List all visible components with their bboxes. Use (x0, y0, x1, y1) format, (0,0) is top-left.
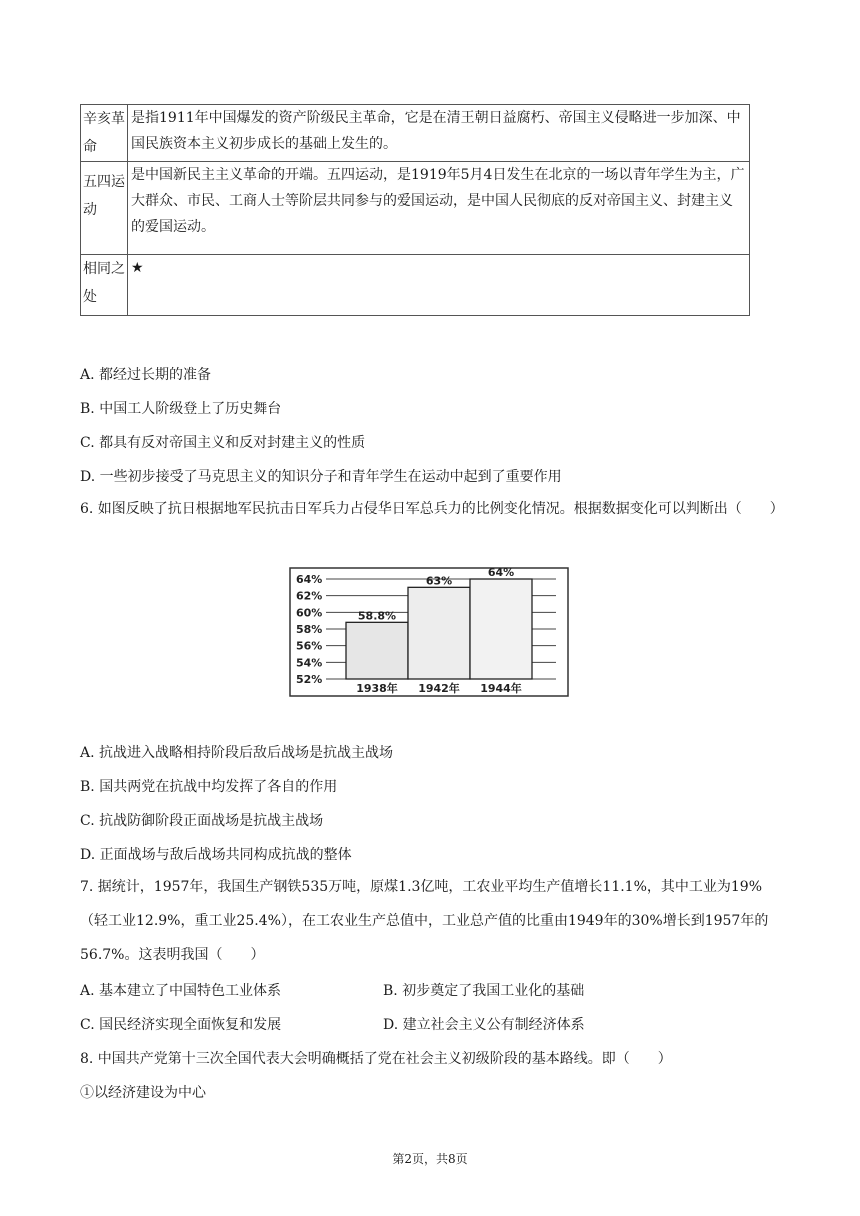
bar (346, 622, 408, 679)
y-tick-label: 58% (296, 623, 323, 636)
bar-value-label: 63% (425, 574, 453, 588)
x-tick-label: 1942年 (418, 682, 460, 695)
q7-option-a: A. 基本建立了中国特色工业体系 (80, 983, 282, 999)
x-tick-label: 1938年 (356, 682, 398, 695)
row-label (81, 162, 128, 255)
q7-option-c: C. 国民经济实现全面恢复和发展 (80, 1017, 282, 1033)
row-label (81, 255, 128, 316)
x-tick-label: 1944年 (480, 682, 522, 695)
row-label (81, 105, 128, 162)
bar (408, 587, 470, 679)
page-footer: 第2页，共8页 (392, 1152, 468, 1166)
bar-value-label: 58.8% (357, 609, 397, 623)
bar-chart-svg (286, 566, 572, 700)
row-content: 是指1911年中国爆发的资产阶级民主革命，它是在清王朝日益腐朽、帝国主义侵略进一步加深、中国民族资本主义初步成长的基础上发生的。 (128, 105, 750, 162)
y-tick-label: 52% (296, 673, 323, 686)
q6-option-b: B. 国共两党在抗战中均发挥了各自的作用 (80, 779, 338, 795)
y-tick-label: 60% (296, 606, 323, 620)
q6-option-a: A. 抗战进入战略相持阶段后敌后战场是抗战主战场 (80, 745, 394, 761)
q5-option-a: A. 都经过长期的准备 (80, 367, 212, 383)
row-label-line: 命 (83, 139, 97, 155)
q8-stem: 8. 中国共产党第十三次全国代表大会明确概括了党在社会主义初级阶段的基本路线。即（ ） (80, 1051, 672, 1067)
q5-option-b: B. 中国工人阶级登上了历史舞台 (80, 401, 282, 417)
row-label-line: 处 (83, 289, 97, 305)
q6-stem: 6. 如图反映了抗日根据地军民抗击日军兵力占侵华日军总兵力的比例变化情况。根据数据变化可以判断出（ ） (80, 501, 784, 517)
row-label-line: 相同之 (83, 261, 125, 277)
q7-option-d: D. 建立社会主义公有制经济体系 (383, 1017, 585, 1033)
bar-value-label: 64% (487, 566, 515, 579)
q7-stem: 7. 据统计，1957年，我国生产钢铁535万吨，原煤1.3亿吨，工农业平均生产值增长11.1%，其中工业为19%（轻工业12.9%，重工业25.4%），在工农业生产总值中，工业总产值的比重由1949年的30%增长到1957年的56.7%。这表明我国（ ） (80, 879, 769, 963)
y-tick-label: 62% (296, 589, 323, 603)
q5-option-d: D. 一些初步接受了马克思主义的知识分子和青年学生在运动中起到了重要作用 (80, 469, 562, 485)
row-label-line: 五四运 (83, 174, 125, 190)
bar-chart (286, 566, 572, 700)
q6-option-d: D. 正面战场与敌后战场共同构成抗战的整体 (80, 847, 352, 863)
y-tick-label: 64% (296, 573, 323, 586)
q6-option-c: C. 抗战防御阶段正面战场是抗战主战场 (80, 813, 324, 829)
y-tick-label: 56% (296, 639, 323, 653)
bar (470, 579, 532, 679)
row-content: 是中国新民主主义革命的开端。五四运动，是1919年5月4日发生在北京的一场以青年学生为主，广大群众、市民、工商人士等阶层共同参与的爱国运动，是中国人民彻底的反对帝国主义、封建主义的爱国运动。 (128, 162, 750, 255)
q5-option-c: C. 都具有反对帝国主义和反对封建主义的性质 (80, 435, 366, 451)
table-row (81, 255, 750, 316)
table-row (81, 162, 750, 255)
q7-option-b: B. 初步奠定了我国工业化的基础 (383, 983, 585, 999)
table-row (81, 105, 750, 162)
row-label-line: 动 (83, 202, 97, 218)
row-label-line: 辛亥革 (83, 111, 125, 127)
q8-item-1: ①以经济建设为中心 (80, 1085, 206, 1101)
star-placeholder: ★ (128, 255, 750, 316)
comparison-table (80, 104, 750, 316)
y-tick-label: 54% (296, 656, 323, 670)
